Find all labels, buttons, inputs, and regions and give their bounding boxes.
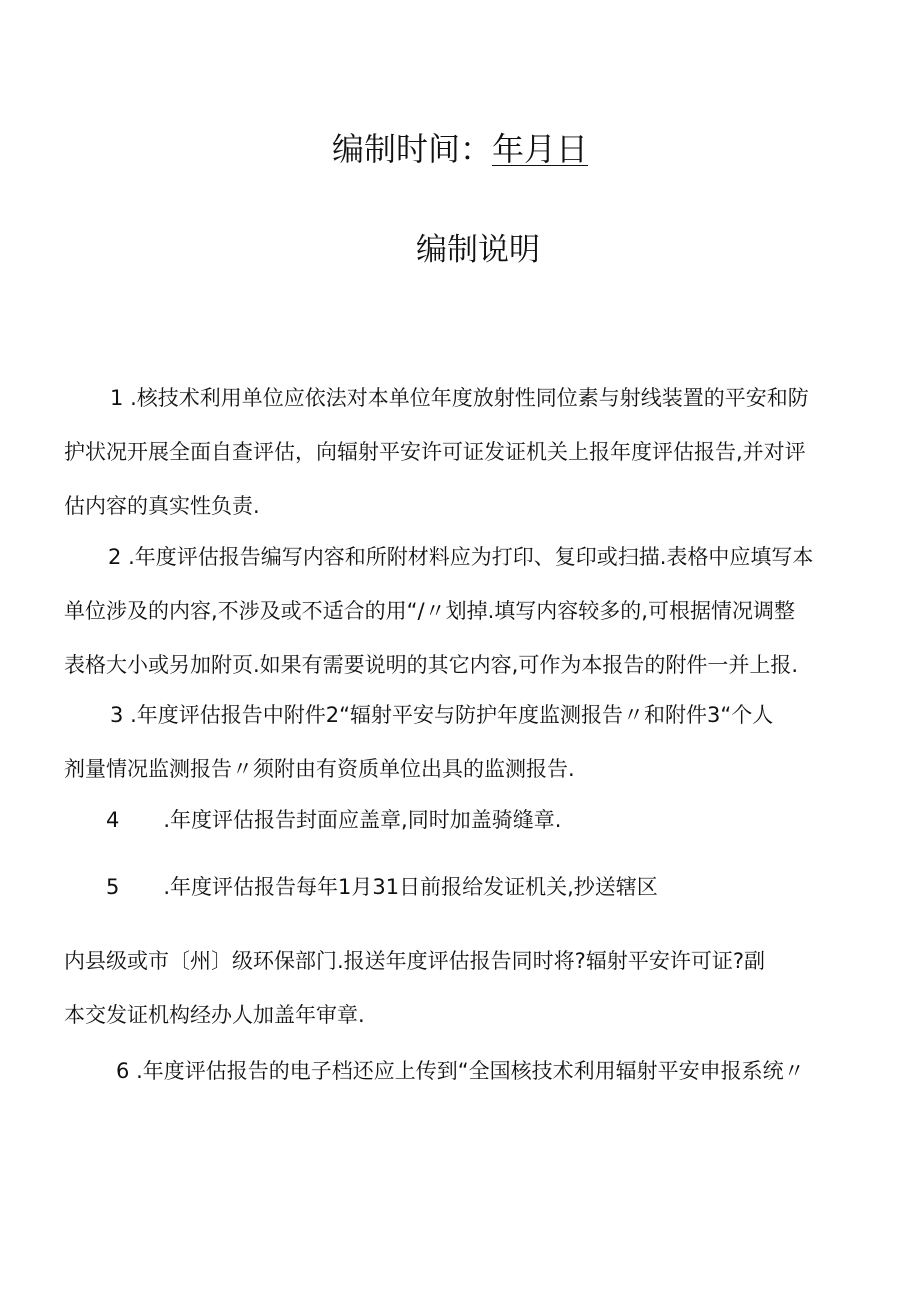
- paragraph-line: [64, 688, 888, 742]
- instruction-item-5-continued: [64, 934, 888, 1042]
- item-number: 6: [116, 1059, 130, 1083]
- paragraph-text: .年度评估报告封面应盖章,同时加盖骑缝章.: [163, 808, 562, 832]
- item-number: 5: [106, 875, 120, 899]
- paragraph-line: [64, 793, 888, 847]
- paragraph-text: .年度评估报告编写内容和所附材料应为打印、复印或扫描.表格中应填写本: [128, 545, 814, 569]
- paragraph-line: [64, 860, 888, 914]
- paragraph-text: .年度评估报告中附件2“辐射平安与防护年度监测报告〃和附件3“个人: [130, 703, 774, 727]
- paragraph-line: [64, 371, 888, 425]
- paragraph-text: .年度评估报告每年1月31日前报给发证机关,抄送辖区: [163, 875, 658, 899]
- paragraph-line: 护状况开展全面自查评估，向辐射平安许可证发证机关上报年度评估报告,并对评: [64, 440, 806, 464]
- item-number: 2: [108, 545, 122, 569]
- paragraph-line: [64, 530, 888, 584]
- paragraph-text: .年度评估报告的电子档还应上传到“全国核技术利用辐射平安申报系统〃: [136, 1059, 805, 1083]
- item-number: 1: [110, 386, 124, 410]
- paragraph-line: 单位涉及的内容,不涉及或不适合的用“/〃划掉.填写内容较多的,可根据情况调整: [64, 599, 795, 623]
- paragraph-line: 估内容的真实性负责.: [64, 494, 260, 518]
- paragraph-line: 剂量情况监测报告〃须附由有资质单位出具的监测报告.: [64, 757, 575, 781]
- paragraph-line: 表格大小或另加附页.如果有需要说明的其它内容,可作为本报告的附件一并上报.: [64, 653, 799, 677]
- paragraph-text: .核技术利用单位应依法对本单位年度放射性同位素与射线装置的平安和防: [130, 386, 809, 410]
- instruction-item-6: [64, 1044, 888, 1098]
- instruction-item-2: [64, 530, 888, 692]
- instruction-item-1: [64, 371, 888, 533]
- item-number: 4: [106, 808, 120, 832]
- instruction-item-4: [64, 793, 888, 847]
- paragraph-line: 本交发证机构经办人加盖年审章.: [64, 1003, 365, 1027]
- paragraph-line: 内县级或市〔州〕级环保部门.报送年度评估报告同时将?辐射平安许可证?副: [64, 949, 765, 973]
- item-number: 3: [110, 703, 124, 727]
- compile-date-value: 年月日: [492, 130, 589, 168]
- compile-date-line: [0, 127, 920, 171]
- compile-date-label: 编制时间：: [331, 130, 492, 168]
- page-title: 编制说明: [416, 232, 540, 268]
- paragraph-line: [64, 1044, 888, 1098]
- instruction-item-3: [64, 688, 888, 796]
- instruction-item-5: [64, 860, 888, 914]
